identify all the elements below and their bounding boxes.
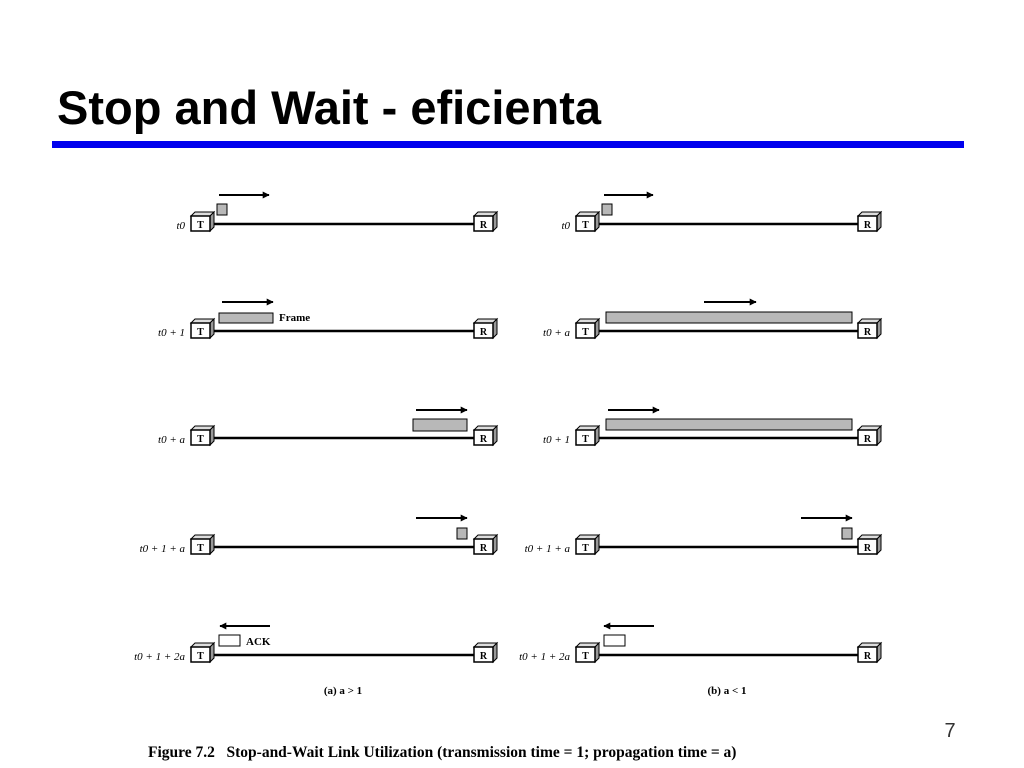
receiver-node [474, 426, 497, 445]
frame-label: Frame [279, 312, 311, 324]
transmitter-node [576, 212, 599, 231]
transmitter-node [191, 643, 214, 662]
receiver-label: R [863, 327, 872, 338]
receiver-label: R [479, 220, 488, 231]
panel-a-row-1 [176, 195, 497, 232]
receiver-label: R [863, 220, 872, 231]
transmitter-label: T [582, 220, 589, 231]
receiver-label: R [479, 543, 488, 554]
transmitter-label: T [197, 327, 204, 338]
ack-packet [604, 635, 625, 646]
receiver-node [858, 643, 881, 662]
transmitter-label: T [197, 434, 204, 445]
frame-packet [606, 419, 852, 430]
transmitter-label: T [197, 651, 204, 662]
ack-label: ACK [246, 636, 271, 648]
panel-a [134, 195, 497, 697]
panel-a-row-4 [140, 518, 497, 555]
receiver-label: R [479, 327, 488, 338]
transmitter-label: T [582, 434, 589, 445]
page-number: 7 [944, 720, 956, 742]
ack-packet [219, 635, 240, 646]
transmitter-label: T [582, 651, 589, 662]
receiver-label: R [863, 543, 872, 554]
panel-b-row-5 [519, 626, 881, 663]
time-label: t0 + 1 + a [524, 543, 570, 555]
panel-a-caption: (a) a > 1 [323, 685, 363, 697]
receiver-node [474, 319, 497, 338]
time-label: t0 + 1 + 2a [519, 651, 570, 663]
panel-b-row-3 [543, 410, 881, 446]
frame-packet [217, 204, 227, 215]
frame-packet [602, 204, 612, 215]
transmitter-label: T [582, 543, 589, 554]
receiver-node [858, 426, 881, 445]
time-label: t0 + a [543, 327, 570, 339]
receiver-label: R [863, 434, 872, 445]
panel-b-caption: (b) a < 1 [707, 685, 747, 697]
receiver-node [858, 319, 881, 338]
transmitter-label: T [197, 220, 204, 231]
figure-caption: Figure 7.2 Stop-and-Wait Link Utilization (transmission time = 1; propagation time = a) [148, 744, 737, 761]
frame-packet [606, 312, 852, 323]
receiver-node [858, 535, 881, 554]
time-label: t0 + 1 [158, 327, 185, 339]
panel-b-row-1 [561, 195, 881, 232]
panel-a-row-5 [134, 626, 497, 663]
receiver-label: R [479, 651, 488, 662]
frame-packet [842, 528, 852, 539]
receiver-node [474, 212, 497, 231]
receiver-label: R [479, 434, 488, 445]
time-label: t0 + a [158, 434, 185, 446]
frame-packet [413, 419, 467, 431]
frame-packet [219, 313, 273, 323]
transmitter-label: T [582, 327, 589, 338]
transmitter-label: T [197, 543, 204, 554]
transmitter-node [576, 643, 599, 662]
time-label: t0 + 1 [543, 434, 570, 446]
time-label: t0 [561, 220, 570, 232]
transmitter-node [576, 319, 599, 338]
receiver-node [474, 535, 497, 554]
receiver-label: R [863, 651, 872, 662]
transmitter-node [191, 535, 214, 554]
transmitter-node [576, 535, 599, 554]
receiver-node [858, 212, 881, 231]
transmitter-node [191, 319, 214, 338]
panel-b [519, 195, 881, 697]
transmitter-node [191, 426, 214, 445]
panel-b-row-4 [525, 518, 881, 555]
receiver-node [474, 643, 497, 662]
slide-title: Stop and Wait - eficienta [57, 81, 602, 134]
frame-packet [457, 528, 467, 539]
time-label: t0 [176, 220, 185, 232]
panel-a-row-3 [158, 410, 497, 446]
time-label: t0 + 1 + a [139, 543, 185, 555]
time-label: t0 + 1 + 2a [134, 651, 185, 663]
transmitter-node [576, 426, 599, 445]
panel-a-row-2 [158, 302, 497, 339]
panel-b-row-2 [543, 302, 881, 339]
transmitter-node [191, 212, 214, 231]
